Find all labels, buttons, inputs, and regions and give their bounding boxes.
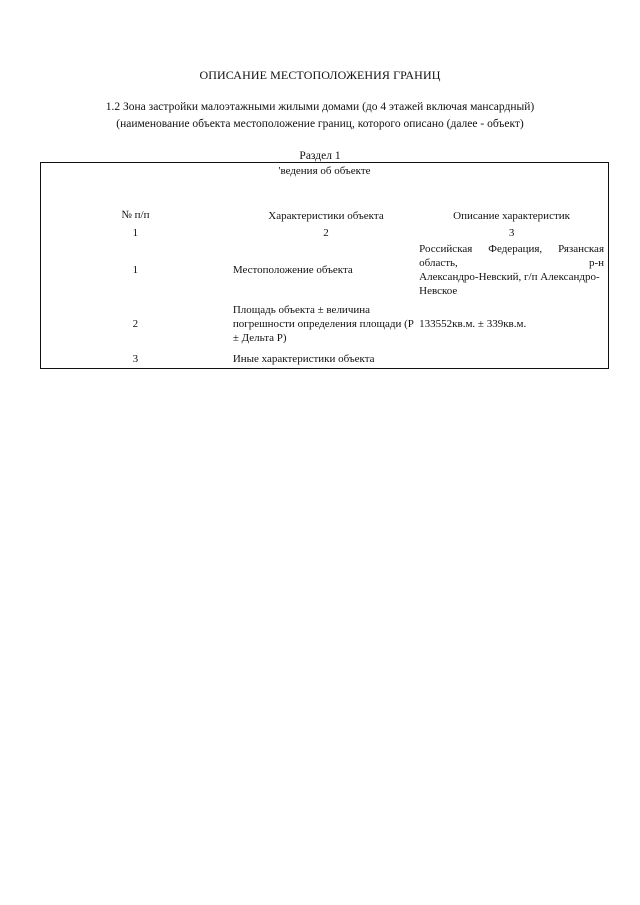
row-num: 1	[41, 242, 230, 298]
row-description-line1: Российская Федерация, Рязанская область, р-н	[419, 243, 604, 269]
header-num: № п/п	[41, 184, 230, 224]
column-number-3: 3	[419, 224, 608, 242]
row-description: 133552кв.м. ± 339кв.м.	[419, 298, 608, 350]
table-caption: 'ведения об объекте	[41, 163, 609, 185]
row-characteristic: Площадь объекта ± величина погрешности определения площади (Р ± Дельта Р)	[232, 304, 414, 344]
table-row	[41, 350, 609, 369]
row-description	[419, 350, 608, 369]
table-row	[41, 242, 609, 298]
row-description	[419, 242, 608, 298]
column-number-1: 1	[41, 224, 230, 242]
row-num: 3	[41, 350, 230, 369]
column-number-row	[41, 224, 609, 242]
table-row	[41, 298, 609, 350]
object-name-line: 1.2 Зона застройки малоэтажными жилыми домами (до 4 этажей включая мансардный)	[105, 101, 535, 113]
row-characteristic: Местоположение объекта	[232, 264, 353, 276]
header-description: Описание характеристик	[419, 184, 608, 224]
column-number-2: 2	[323, 227, 329, 239]
page-title: ОПИСАНИЕ МЕСТОПОЛОЖЕНИЯ ГРАНИЦ	[199, 68, 441, 82]
header-characteristic: Характеристики объекта	[268, 210, 384, 222]
row-num: 2	[41, 298, 230, 350]
section-label: Раздел 1	[299, 150, 341, 162]
object-name-caption: (наименование объекта местоположение границ, которого описано (далее - объект)	[116, 118, 524, 130]
row-characteristic: Иные характеристики объекта	[230, 350, 419, 369]
object-info-table	[40, 162, 609, 369]
table-header-row	[41, 184, 609, 224]
row-description-line2: Александро-Невский, г/п Александро-Невское	[419, 271, 600, 297]
table-caption-row	[41, 163, 609, 185]
